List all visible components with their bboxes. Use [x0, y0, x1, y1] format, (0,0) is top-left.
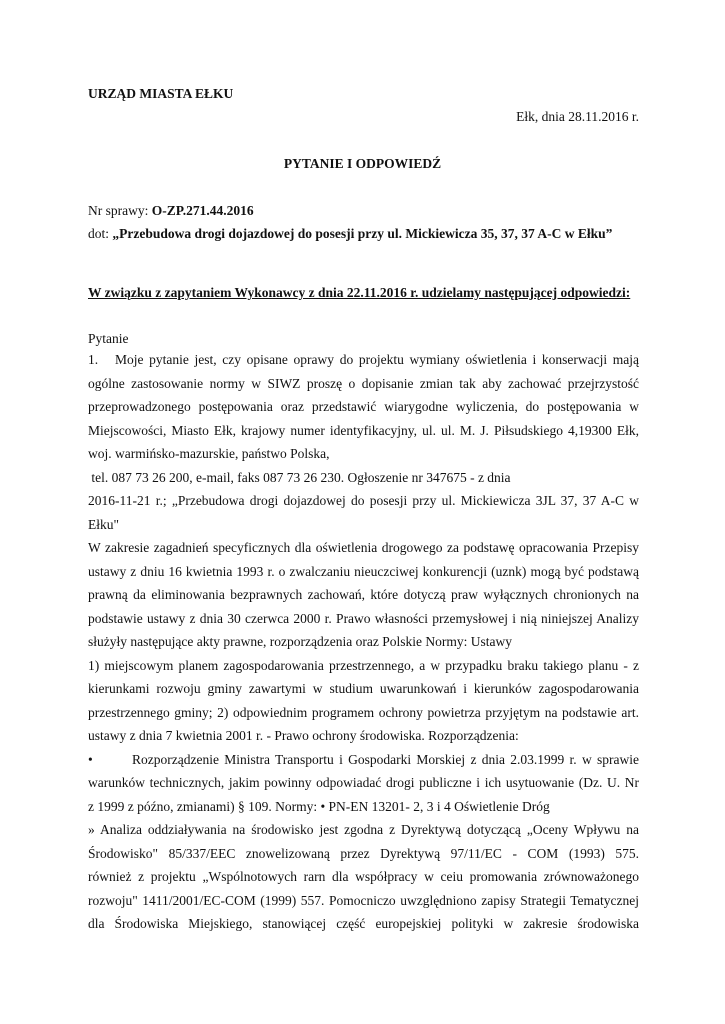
body-line: podstawie ustawy z dnia 30 czerwca 2000 r. Prawo własności przemysłowej i nią niniejszej Analizy	[88, 610, 639, 626]
body-line: Środowisko" 85/337/EEC znowelizowaną przez Dyrektywą 97/11/EC - COM (1993) 575.	[88, 845, 639, 861]
body-line: 2016-11-21 r.; „Przebudowa drogi dojazdowej do posesji przy ul. Mickiewicza 3JL 37, 37 A-C w	[88, 493, 639, 508]
body-line: tel. 087 73 26 200, e-mail, faks 087 73 26 230. Ogłoszenie nr 347675 - z dnia	[88, 469, 511, 485]
body-line-text: Rozporządzenie Ministra Transportu i Gospodarki Morskiej z dnia 2.03.1999 r. w sprawie	[132, 751, 639, 767]
subject-line	[88, 222, 612, 246]
office-name: URZĄD MIASTA EŁKU	[88, 86, 234, 101]
body-line: prawną da eliminowania bezprawnych zachowań, które dotyczą praw wyłącznych chronionych na	[88, 587, 639, 602]
question-heading: Pytanie	[88, 331, 129, 346]
body-line: Ełku"	[88, 516, 120, 532]
case-number: O-ZP.271.44.2016	[151, 203, 254, 218]
body-line: rozwoju" 1411/2001/EC-COM (1999) 557. Pomocniczo uwzględniono zapisy Strategii Tematycznej	[88, 892, 639, 908]
body-line: przeprowadzonego postępowania oraz przedstawić wiarygodne wyliczenia, do postępowania w	[88, 399, 639, 414]
body-line: W zakresie zagadnień specyficznych dla oświetlenia drogowego za podstawę opracowania Przepisy	[88, 540, 639, 555]
body-line: » Analiza oddziaływania na środowisko jest zgodna z Dyrektywą dotyczącą „Oceny Wpływu na	[88, 822, 639, 837]
body-line	[88, 348, 639, 372]
question-body	[88, 348, 639, 936]
body-line: warunków technicznych, jakim powinny odpowiadać drogi publiczne i ich usytuowanie (Dz. U. Nr	[88, 775, 639, 790]
body-line: 1) miejscowym planem zagospodarowania przestrzennego, a w przypadku braku takiego planu - z	[88, 657, 639, 673]
body-line: dla Środowiska Miejskiego, stanowiącej część europejskiej polityki w zakresie środowiska	[88, 916, 639, 931]
place-date: Ełk, dnia 28.11.2016 r.	[516, 109, 639, 124]
case-number-label: Nr sprawy:	[88, 203, 152, 218]
body-line: służyły następujące akty prawne, rozporządzenia oraz Polskie Normy: Ustawy	[88, 634, 512, 649]
item-number: 1.	[88, 352, 99, 367]
body-line: przestrzennego gminy; 2) odpowiednim programem ochrony powietrza przyjętym na podstawie art.	[88, 704, 639, 720]
case-number-line	[88, 199, 254, 223]
body-line: również z projektu „Wspólnotowych rarn dla współpracy w ceiu promowania zrównoważonego	[88, 869, 639, 884]
body-line: ustawy z dnia 7 kwietnia 2001 r. - Prawo ochrony środowiska. Rozporządzenia:	[88, 728, 519, 743]
body-line-text: Moje pytanie jest, czy opisane oprawy do projektu wymiany oświetlenia i konserwacji mają	[115, 352, 639, 367]
subject-text: „Przebudowa drogi dojazdowej do posesji przy ul. Mickiewicza 35, 37, 37 A-C w Ełku”	[112, 226, 613, 241]
body-line: Miejscowości, Miasto Ełk, krajowy numer identyfikacyjny, ul. ul. M. J. Piłsudskiego 4,19300 Ełk,	[88, 422, 639, 438]
document-title: PYTANIE I ODPOWIEDŹ	[283, 156, 442, 171]
body-line: ogólne zastosowanie normy w SIWZ proszę o dopisanie zmian tak aby zachować przejrzystość	[88, 375, 639, 391]
bullet-marker: •	[88, 751, 93, 767]
body-line: kierunkami rozwoju gminy zawartymi w studium uwarunkowań i kierunków zagospodarowania	[88, 681, 639, 696]
body-line: ustawy z dniu 16 kwietnia 1993 r. o zwalczaniu nieuczciwej konkurencji (uznk) mogą być podstawą	[88, 563, 639, 579]
body-line	[88, 748, 639, 772]
intro-statement: W związku z zapytaniem Wykonawcy z dnia 22.11.2016 r. udzielamy następującej odpowiedzi:	[88, 285, 631, 300]
subject-label: dot:	[88, 226, 113, 241]
body-line: woj. warmińsko-mazurskie, państwo Polska,	[88, 446, 330, 461]
body-line: z 1999 z późno, zmianami) § 109. Normy: • PN-EN 13201- 2, 3 i 4 Oświetlenie Dróg	[88, 798, 550, 814]
